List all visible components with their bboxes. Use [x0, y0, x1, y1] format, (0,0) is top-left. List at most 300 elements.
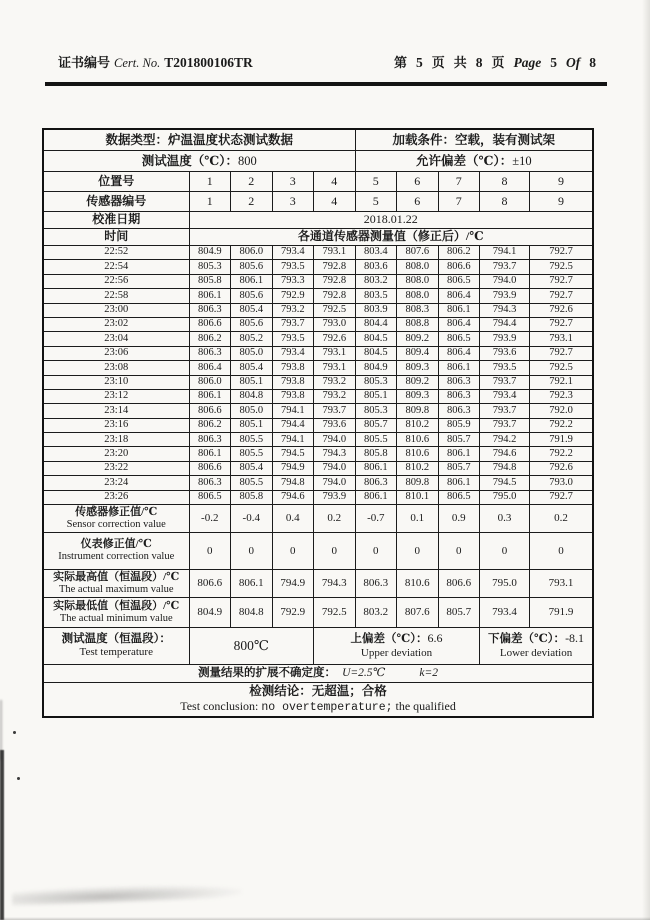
measurement-value-cell: 808.0: [397, 274, 439, 288]
page-current: 5: [415, 55, 423, 70]
page-unit-cn: 页: [431, 55, 445, 70]
measurement-value-cell: 795.0: [480, 490, 530, 504]
measurement-value-cell: 806.6: [189, 317, 231, 331]
measurement-value-cell: 804.8: [231, 389, 273, 403]
measurement-value-cell: 805.0: [231, 404, 273, 418]
measurement-value-cell: 806.1: [438, 447, 480, 461]
conclusion-en: [44, 699, 592, 716]
position-number-cell: 8: [480, 172, 530, 192]
uncertainty-row: [43, 665, 593, 683]
data-type-row: [43, 129, 593, 151]
sensor-correction-cell: 0.9: [438, 505, 480, 533]
measurement-value-cell: 806.5: [189, 490, 231, 504]
position-number-cell: 3: [272, 172, 314, 192]
measurement-value-cell: 805.5: [231, 476, 273, 490]
measurement-value-cell: 793.0: [314, 317, 356, 331]
measurement-value-cell: 792.8: [314, 260, 356, 274]
measurement-value-cell: 792.5: [314, 303, 356, 317]
sensor-correction-cell: 0.4: [272, 505, 314, 533]
measurement-value-cell: 806.3: [189, 433, 231, 447]
measurement-value-cell: 805.0: [231, 346, 273, 360]
measurement-value-cell: 793.7: [480, 260, 530, 274]
measurement-table: [42, 128, 594, 718]
measurement-value-cell: 793.0: [530, 476, 594, 490]
actual-maximum-cell: 806.3: [355, 570, 397, 598]
actual-minimum-cell: 792.9: [272, 598, 314, 628]
measurement-value-cell: 805.8: [231, 490, 273, 504]
measurement-value-cell: 794.3: [314, 447, 356, 461]
measurement-row: [43, 490, 593, 504]
measurement-value-cell: 804.9: [355, 361, 397, 375]
sensor-number-cell: 3: [272, 192, 314, 212]
uncertainty-cell: [43, 665, 593, 683]
measurement-value-cell: 794.9: [272, 461, 314, 475]
measurement-value-cell: 810.2: [397, 461, 439, 475]
upper-deviation-cell: [314, 628, 480, 665]
measurement-value-cell: 794.8: [272, 476, 314, 490]
measurement-row: [43, 289, 593, 303]
measurement-value-cell: 793.2: [272, 303, 314, 317]
measurement-value-cell: 810.6: [397, 433, 439, 447]
actual-maximum-cell: 806.6: [438, 570, 480, 598]
table-head-section: [43, 129, 593, 246]
measurement-value-cell: 793.9: [480, 332, 530, 346]
measurement-row: [43, 274, 593, 288]
measurement-value-cell: 806.1: [189, 289, 231, 303]
scan-artifact-bottom-smudge: [12, 882, 242, 906]
page-word-en: Page: [513, 55, 542, 70]
time-cell: 23:26: [43, 490, 189, 504]
position-number-cell: 1: [189, 172, 231, 192]
measurement-value-cell: 794.0: [314, 433, 356, 447]
page-current-en: 5: [550, 55, 557, 70]
time-cell: 23:24: [43, 476, 189, 490]
allowed-deviation-cell: [355, 151, 593, 172]
measurement-value-cell: 805.2: [231, 332, 273, 346]
allowed-deviation-label: 允许偏差（℃）：: [415, 153, 513, 168]
time-header-row: [43, 229, 593, 246]
measurement-value-cell: 808.8: [397, 317, 439, 331]
sensor-correction-cell: 0.1: [397, 505, 439, 533]
measurement-value-cell: 793.5: [272, 332, 314, 346]
measurement-value-cell: 805.1: [231, 418, 273, 432]
sensor-number-cell: 8: [480, 192, 530, 212]
measurement-value-cell: 794.8: [480, 461, 530, 475]
sensor-number-cell: 2: [231, 192, 273, 212]
measurement-value-cell: 803.4: [355, 246, 397, 260]
actual-minimum-cell: 792.5: [314, 598, 356, 628]
test-temperature-label: 测试温度（℃）：: [141, 153, 238, 168]
measurement-data-section: [43, 246, 593, 505]
test-temperature-cell: [43, 151, 355, 172]
measurement-value-cell: 810.2: [397, 418, 439, 432]
sensor-number-cell: 1: [189, 192, 231, 212]
lower-deviation-value: -8.1: [565, 631, 585, 646]
measurement-value-cell: 809.3: [397, 361, 439, 375]
position-number-cell: 2: [231, 172, 273, 192]
sensor-correction-label: [43, 505, 189, 533]
measurement-value-cell: 794.5: [272, 447, 314, 461]
measurement-value-cell: 803.5: [355, 289, 397, 303]
upper-deviation-line: [314, 631, 479, 646]
measurement-value-cell: 792.2: [530, 418, 594, 432]
measurement-value-cell: 805.6: [231, 317, 273, 331]
scan-artifact-dot: [13, 731, 16, 734]
page-header: [58, 52, 596, 74]
measurement-value-cell: 808.3: [397, 303, 439, 317]
upper-deviation-value: 6.6: [427, 631, 443, 646]
measurement-value-cell: 794.1: [272, 433, 314, 447]
measurement-row: [43, 476, 593, 490]
upper-deviation-en: Upper deviation: [360, 646, 433, 659]
measurement-value-cell: 794.4: [480, 317, 530, 331]
measurement-value-cell: 805.3: [355, 404, 397, 418]
measurement-value-cell: 810.1: [397, 490, 439, 504]
measurement-value-cell: 792.9: [272, 289, 314, 303]
measurement-value-cell: 793.1: [314, 346, 356, 360]
measurement-value-cell: 806.6: [189, 461, 231, 475]
measurement-value-cell: 806.1: [189, 389, 231, 403]
measurement-value-cell: 805.4: [231, 461, 273, 475]
instrument-correction-label-cn: 仪表修正值/℃: [80, 538, 152, 551]
actual-maximum-cell: 806.1: [231, 570, 273, 598]
measurement-value-cell: 806.4: [189, 361, 231, 375]
sensor-correction-cell: 0.2: [530, 505, 594, 533]
measurement-value-cell: 792.5: [530, 361, 594, 375]
measurement-value-cell: 806.0: [231, 246, 273, 260]
measurement-value-cell: 792.6: [530, 303, 594, 317]
measurement-value-cell: 805.8: [355, 447, 397, 461]
position-number-cell: 5: [355, 172, 397, 192]
measurement-value-cell: 792.3: [530, 389, 594, 403]
time-cell: 23:20: [43, 447, 189, 461]
measurement-value-cell: 806.3: [355, 476, 397, 490]
measurement-value-cell: 793.6: [480, 346, 530, 360]
measurement-value-cell: 794.0: [314, 461, 356, 475]
measurement-row: [43, 332, 593, 346]
actual-maximum-cell: 810.6: [397, 570, 439, 598]
measurement-value-cell: 806.0: [189, 375, 231, 389]
measurement-value-cell: 806.1: [355, 490, 397, 504]
measurement-value-cell: 792.7: [530, 346, 594, 360]
test-temperature-value: 800: [238, 153, 257, 168]
measurement-value-cell: 793.1: [314, 246, 356, 260]
measurement-value-cell: 806.1: [438, 361, 480, 375]
conclusion-en-suffix: the qualified: [395, 699, 456, 714]
cert-label-cn: 证书编号: [58, 55, 111, 70]
measurement-value-cell: 794.5: [480, 476, 530, 490]
certificate-number-block: [58, 52, 253, 72]
lower-deviation-cell: [480, 628, 594, 665]
measurement-value-cell: 804.4: [355, 317, 397, 331]
instrument-correction-row: [43, 533, 593, 570]
measurement-value-cell: 805.5: [231, 447, 273, 461]
measurement-value-cell: 806.5: [438, 332, 480, 346]
page-total-word-cn: 共: [453, 55, 467, 70]
measurement-value-cell: 809.8: [397, 476, 439, 490]
measurement-value-cell: 809.8: [397, 404, 439, 418]
measurement-value-cell: 793.7: [314, 404, 356, 418]
time-cell: 23:22: [43, 461, 189, 475]
lower-deviation-label: 下偏差（℃）：: [488, 633, 566, 646]
measurement-value-cell: 793.9: [480, 289, 530, 303]
measurement-value-cell: 806.2: [438, 246, 480, 260]
time-cell: 23:12: [43, 389, 189, 403]
measurement-value-cell: 793.7: [480, 418, 530, 432]
uncertainty-k-value: k=2: [419, 666, 438, 679]
measurement-value-cell: 808.0: [397, 289, 439, 303]
measurement-value-cell: 794.2: [480, 433, 530, 447]
measurement-value-cell: 792.5: [530, 260, 594, 274]
measurement-value-cell: 805.3: [189, 260, 231, 274]
measurement-value-cell: 806.3: [189, 346, 231, 360]
sensor-correction-cell: -0.2: [189, 505, 231, 533]
measurement-value-cell: 808.0: [397, 260, 439, 274]
instrument-correction-cell: 0: [480, 533, 530, 570]
measurement-value-cell: 806.3: [438, 389, 480, 403]
position-number-row: [43, 172, 593, 192]
measurement-value-cell: 805.6: [231, 289, 273, 303]
measurement-value-cell: 806.1: [438, 476, 480, 490]
actual-minimum-cell: 803.2: [355, 598, 397, 628]
measurement-row: [43, 246, 593, 260]
measurement-row: [43, 317, 593, 331]
measurement-value-cell: 794.3: [480, 303, 530, 317]
instrument-correction-cell: 0: [189, 533, 231, 570]
measurement-value-cell: 806.5: [438, 274, 480, 288]
measurement-value-cell: 805.4: [231, 303, 273, 317]
time-cell: 23:18: [43, 433, 189, 447]
measurement-row: [43, 404, 593, 418]
actual-minimum-label: [43, 598, 189, 628]
time-column-label: 时间: [43, 229, 189, 246]
test-temp-label-cn: 测试温度（恒温段）：: [61, 632, 171, 645]
measurement-value-cell: 806.1: [438, 303, 480, 317]
instrument-correction-cell: 0: [231, 533, 273, 570]
load-condition-cell: 加载条件：空载，装有测试架: [355, 129, 593, 151]
measurement-value-cell: 792.7: [530, 317, 594, 331]
time-cell: 22:58: [43, 289, 189, 303]
actual-maximum-row: [43, 570, 593, 598]
calibration-date-row: [43, 212, 593, 229]
measurement-value-cell: 806.5: [438, 490, 480, 504]
actual-minimum-label-cn: 实际最低值（恒温段）/℃: [53, 599, 180, 612]
time-cell: 22:52: [43, 246, 189, 260]
instrument-correction-cell: 0: [272, 533, 314, 570]
measurement-value-cell: 793.1: [314, 361, 356, 375]
measurement-row: [43, 433, 593, 447]
sensor-correction-cell: 0.3: [480, 505, 530, 533]
time-cell: 23:16: [43, 418, 189, 432]
measurement-value-cell: 793.8: [272, 375, 314, 389]
actual-maximum-label-cn: 实际最高值（恒温段）/℃: [53, 570, 180, 583]
measurement-row: [43, 260, 593, 274]
instrument-correction-cell: 0: [355, 533, 397, 570]
page-unit2-cn: 页: [491, 55, 505, 70]
position-row-label: 位置号: [43, 172, 189, 192]
measurement-value-cell: 793.4: [272, 246, 314, 260]
measurement-value-cell: 806.1: [231, 274, 273, 288]
page-total: 8: [475, 55, 483, 70]
position-number-cell: 6: [397, 172, 439, 192]
actual-maximum-cell: 794.9: [272, 570, 314, 598]
measurement-value-cell: 793.7: [480, 404, 530, 418]
instrument-correction-cell: 0: [530, 533, 594, 570]
sensor-correction-row: [43, 505, 593, 533]
actual-maximum-cell: 793.1: [530, 570, 594, 598]
measurement-value-cell: 792.7: [530, 289, 594, 303]
calibration-date-label: 校准日期: [43, 212, 189, 229]
conclusion-cell: [43, 683, 593, 718]
measurement-value-cell: 805.6: [231, 260, 273, 274]
uncertainty-label: 测量结果的扩展不确定度：: [198, 666, 337, 679]
measurement-value-cell: 793.8: [272, 389, 314, 403]
measurement-value-cell: 793.4: [272, 346, 314, 360]
conclusion-cn: 检测结论：无超温；合格: [249, 684, 387, 699]
measurement-row: [43, 375, 593, 389]
lower-deviation-line: [480, 631, 592, 646]
measurement-value-cell: 792.7: [530, 490, 594, 504]
measurement-value-cell: 810.6: [397, 447, 439, 461]
measurement-value-cell: 794.6: [272, 490, 314, 504]
header-divider: [45, 82, 607, 86]
sensor-number-cell: 4: [314, 192, 356, 212]
measurement-value-cell: 793.7: [480, 375, 530, 389]
measurement-value-cell: 794.0: [480, 274, 530, 288]
measurement-value-cell: 792.0: [530, 404, 594, 418]
actual-minimum-cell: 791.9: [530, 598, 594, 628]
position-number-cell: 9: [530, 172, 594, 192]
measurement-value-cell: 805.1: [231, 375, 273, 389]
measurement-value-cell: 793.9: [314, 490, 356, 504]
measurement-value-cell: 806.4: [438, 289, 480, 303]
measurement-value-cell: 806.3: [189, 303, 231, 317]
measurement-value-cell: 792.2: [530, 447, 594, 461]
measurement-value-cell: 793.7: [272, 317, 314, 331]
measurement-value-cell: 805.4: [231, 361, 273, 375]
measurement-value-cell: 806.2: [189, 332, 231, 346]
sensor-correction-cell: -0.4: [231, 505, 273, 533]
time-cell: 23:02: [43, 317, 189, 331]
measurement-value-cell: 804.5: [355, 332, 397, 346]
calibration-date-value: 2018.01.22: [189, 212, 593, 229]
actual-minimum-label-en: The actual minimum value: [59, 612, 173, 624]
sensor-number-cell: 5: [355, 192, 397, 212]
data-type-cell: 数据类型：炉温温度状态测试数据: [43, 129, 355, 151]
measurement-value-cell: 793.3: [272, 274, 314, 288]
sensor-row-label: 传感器编号: [43, 192, 189, 212]
sensor-correction-label-en: Sensor correction value: [66, 518, 166, 530]
measurement-value-cell: 803.2: [355, 274, 397, 288]
measurement-row: [43, 461, 593, 475]
measurement-row: [43, 447, 593, 461]
actual-minimum-cell: 804.9: [189, 598, 231, 628]
actual-maximum-cell: 794.3: [314, 570, 356, 598]
measurement-value-cell: 793.2: [314, 375, 356, 389]
measurement-value-cell: 806.3: [438, 375, 480, 389]
measurement-row: [43, 346, 593, 360]
measurement-value-cell: 791.9: [530, 433, 594, 447]
cert-label-en: Cert. No.: [114, 56, 161, 70]
scan-artifact-right-vignette: [642, 0, 650, 920]
measurement-value-cell: 803.9: [355, 303, 397, 317]
instrument-correction-cell: 0: [397, 533, 439, 570]
measurement-value-cell: 809.4: [397, 346, 439, 360]
measurement-value-cell: 806.6: [189, 404, 231, 418]
measurement-value-cell: 809.3: [397, 389, 439, 403]
time-cell: 23:10: [43, 375, 189, 389]
measurement-value-cell: 793.1: [530, 332, 594, 346]
measurement-value-cell: 805.8: [189, 274, 231, 288]
actual-maximum-cell: 795.0: [480, 570, 530, 598]
actual-maximum-label-en: The actual maximum value: [58, 583, 174, 595]
measurement-value-cell: 792.1: [530, 375, 594, 389]
page-of-en: Of: [566, 55, 581, 70]
measurement-value-cell: 792.7: [530, 246, 594, 260]
measurement-value-cell: 794.0: [314, 476, 356, 490]
instrument-correction-label-en: Instrument correction value: [58, 551, 175, 563]
lower-deviation-en: Lower deviation: [499, 646, 573, 659]
measurement-value-cell: 794.1: [480, 246, 530, 260]
test-temperature-summary-row: [43, 628, 593, 665]
scan-artifact-left-shadow: [0, 750, 4, 920]
cert-number: T201800106TR: [164, 55, 253, 70]
measurement-value-cell: 794.1: [272, 404, 314, 418]
sensor-correction-cell: -0.7: [355, 505, 397, 533]
time-cell: 23:14: [43, 404, 189, 418]
measurement-value-cell: 806.2: [189, 418, 231, 432]
sensor-correction-label-cn: 传感器修正值/℃: [75, 505, 158, 518]
sensor-number-cell: 6: [397, 192, 439, 212]
measurement-value-cell: 805.7: [438, 461, 480, 475]
measurement-value-cell: 809.2: [397, 332, 439, 346]
actual-minimum-row: [43, 598, 593, 628]
measurement-value-cell: 806.1: [355, 461, 397, 475]
measurement-value-cell: 806.4: [438, 317, 480, 331]
actual-minimum-cell: 807.6: [397, 598, 439, 628]
uncertainty-u-value: U=2.5℃: [342, 666, 386, 679]
measurement-value-cell: 804.9: [189, 246, 231, 260]
instrument-correction-label: [43, 533, 189, 570]
measurement-value-cell: 793.5: [272, 260, 314, 274]
measurement-value-cell: 806.6: [438, 260, 480, 274]
measurement-value-cell: 805.9: [438, 418, 480, 432]
measurement-value-cell: 794.4: [272, 418, 314, 432]
measurement-row: [43, 361, 593, 375]
measurement-value-cell: 805.5: [355, 433, 397, 447]
measurement-value-cell: 805.7: [355, 418, 397, 432]
conclusion-en-prefix: Test conclusion:: [180, 699, 259, 714]
actual-minimum-cell: 805.7: [438, 598, 480, 628]
measurement-value-cell: 804.5: [355, 346, 397, 360]
actual-minimum-cell: 804.8: [231, 598, 273, 628]
measurement-value-cell: 805.5: [231, 433, 273, 447]
page-number-block: [389, 52, 596, 72]
measurement-value-cell: 793.6: [314, 418, 356, 432]
allowed-deviation-value: ±10: [512, 153, 532, 168]
instrument-correction-cell: 0: [438, 533, 480, 570]
upper-deviation-label: 上偏差（℃）：: [350, 633, 428, 646]
measurement-value-cell: 806.3: [189, 476, 231, 490]
instrument-correction-cell: 0: [314, 533, 356, 570]
measurement-value-cell: 805.7: [438, 433, 480, 447]
measurement-value-cell: 806.1: [189, 447, 231, 461]
measurement-value-cell: 807.6: [397, 246, 439, 260]
actual-maximum-label: [43, 570, 189, 598]
time-cell: 23:06: [43, 346, 189, 360]
time-cell: 23:08: [43, 361, 189, 375]
test-temp-label-cell: [43, 628, 189, 665]
